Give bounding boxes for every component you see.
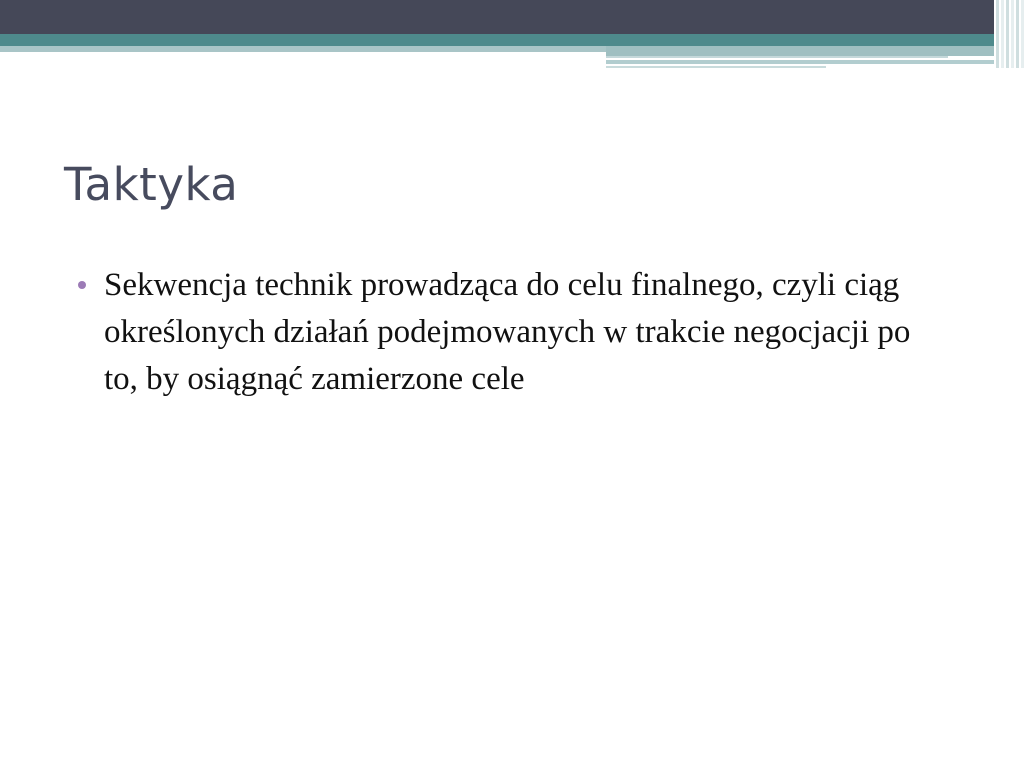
- header-band-teal: [0, 34, 1024, 46]
- bullet-item: [74, 262, 934, 403]
- slide-title: Taktyka: [64, 158, 239, 211]
- bullet-list: [74, 262, 934, 403]
- bullet-text: Sekwencja technik prowadząca do celu finalnego, czyli ciąg określonych działań podejmowanych w trakcie negocjacji po to, by osiągnąć zamierzone cele: [104, 267, 911, 397]
- header-band-light-left: [0, 46, 606, 52]
- header-band-dark: [0, 0, 1024, 34]
- header-accent-line: [606, 66, 826, 68]
- header-accent-line: [606, 56, 948, 58]
- bullet-marker-icon: [78, 281, 86, 289]
- header-band-light-right: [606, 46, 1024, 56]
- header-accent-line: [606, 60, 1000, 64]
- header-stripes-decoration: [994, 0, 1024, 68]
